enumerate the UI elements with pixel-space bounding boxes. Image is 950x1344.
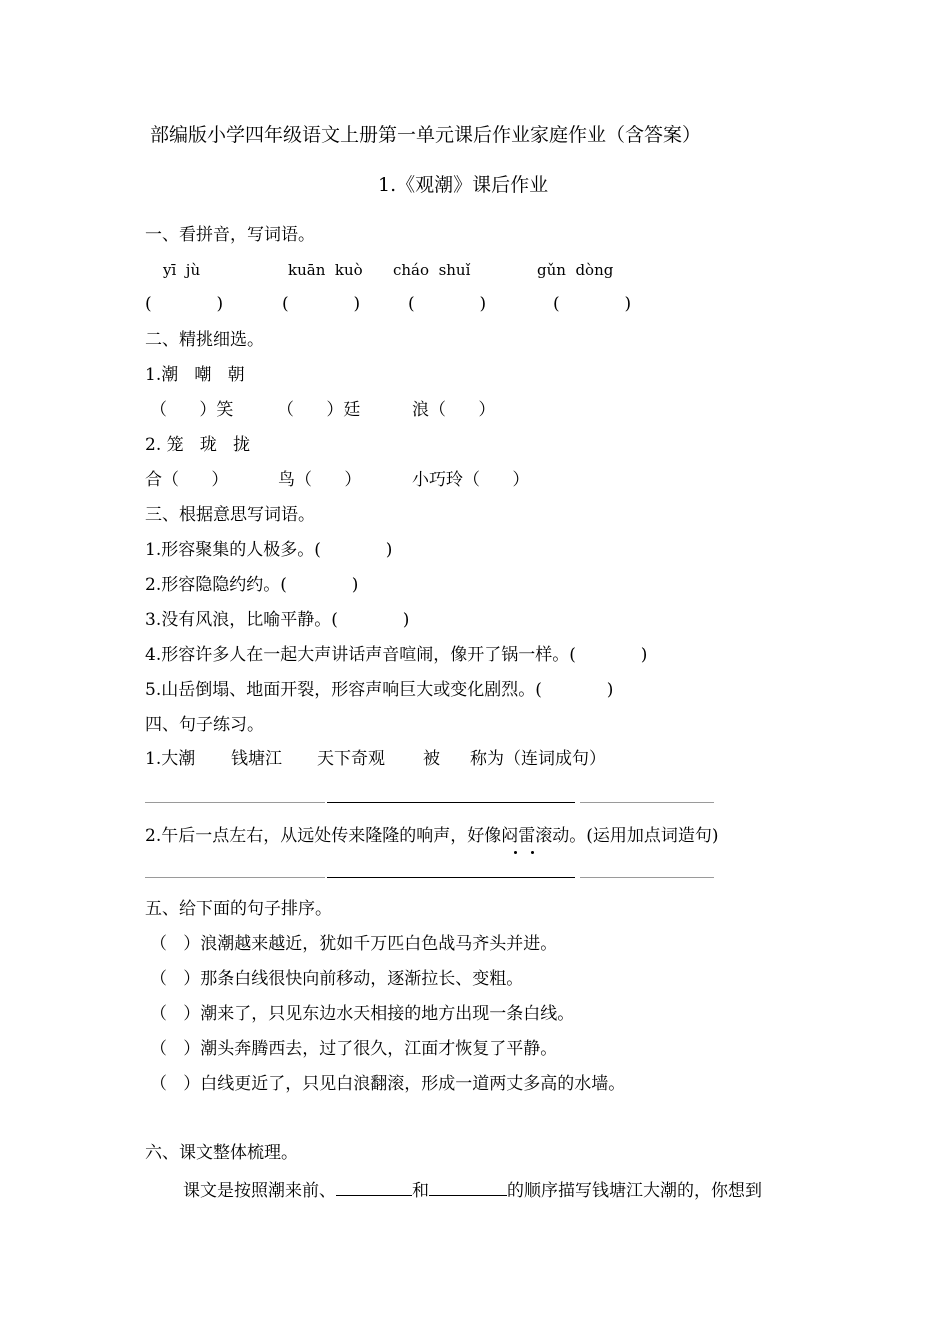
summary-text-c: 的顺序描写钱塘江大潮的，你想到 xyxy=(507,1181,762,1201)
answer-line-1-right[interactable] xyxy=(580,802,714,803)
answer-line-1-left[interactable] xyxy=(145,802,325,803)
meaning-item-2[interactable]: 2.形容隐隐约约。( ) xyxy=(145,575,359,595)
word-1: 1.大潮 xyxy=(145,749,196,769)
emphasis-dot-2 xyxy=(531,851,534,854)
q2-characters: 2. 笼 珑 拢 xyxy=(145,435,251,455)
pinyin-3: cháo shuǐ xyxy=(393,261,471,279)
section-2-heading: 二、精挑细选。 xyxy=(145,330,264,350)
section-4-heading: 四、句子练习。 xyxy=(145,715,264,735)
lesson-title: 1.《观潮》课后作业 xyxy=(378,174,549,196)
q1-characters: 1.潮 嘲 朝 xyxy=(145,365,245,385)
answer-line-2-middle[interactable] xyxy=(327,877,575,878)
emphasis-dot-1 xyxy=(514,851,517,854)
order-item-1[interactable]: （ ）浪潮越来越近，犹如千万匹白色战马齐头并进。 xyxy=(150,934,558,954)
answer-line-1-middle[interactable] xyxy=(327,802,575,803)
q2-option-2[interactable]: 鸟（ ） xyxy=(278,470,362,490)
summary-paragraph xyxy=(183,1180,762,1200)
answer-bracket-2[interactable]: ( ) xyxy=(282,294,361,314)
q2-option-1[interactable]: 合（ ） xyxy=(145,470,229,490)
summary-blank-1[interactable] xyxy=(336,1180,412,1196)
q1-option-3[interactable]: 浪（ ） xyxy=(412,400,496,420)
meaning-item-4[interactable]: 4.形容许多人在一起大声讲话声音喧闹，像开了锅一样。( ) xyxy=(145,645,648,665)
pinyin-2: kuān kuò xyxy=(288,261,363,279)
section-6-heading: 六、课文整体梳理。 xyxy=(145,1143,298,1163)
pinyin-1: yī jù xyxy=(163,261,201,279)
sentence-q2: 2.午后一点左右，从远处传来隆隆的响声，好像闷雷滚动。(运用加点词造句) xyxy=(145,826,719,846)
word-4: 被 xyxy=(423,749,440,769)
q1-option-1[interactable]: （ ）笑 xyxy=(150,400,234,420)
answer-line-2-right[interactable] xyxy=(580,877,714,878)
q1-option-2[interactable]: （ ）廷 xyxy=(277,400,361,420)
q2-option-3[interactable]: 小巧玲（ ） xyxy=(412,470,530,490)
order-item-5[interactable]: （ ）白线更近了，只见白浪翻滚，形成一道两丈多高的水墙。 xyxy=(150,1074,626,1094)
order-item-3[interactable]: （ ）潮来了，只见东边水天相接的地方出现一条白线。 xyxy=(150,1004,575,1024)
summary-blank-2[interactable] xyxy=(429,1180,507,1196)
document-title: 部编版小学四年级语文上册第一单元课后作业家庭作业（含答案） xyxy=(150,124,702,146)
summary-text-a: 课文是按照潮来前、 xyxy=(183,1181,336,1201)
summary-text-b: 和 xyxy=(412,1181,429,1201)
section-3-heading: 三、根据意思写词语。 xyxy=(145,505,315,525)
meaning-item-1[interactable]: 1.形容聚集的人极多。( ) xyxy=(145,540,393,560)
answer-bracket-4[interactable]: ( ) xyxy=(553,294,632,314)
pinyin-4: gǔn dòng xyxy=(537,261,614,279)
answer-bracket-3[interactable]: ( ) xyxy=(408,294,487,314)
word-5: 称为（连词成句） xyxy=(470,749,606,769)
order-item-2[interactable]: （ ）那条白线很快向前移动，逐渐拉长、变粗。 xyxy=(150,969,524,989)
word-3: 天下奇观 xyxy=(317,749,385,769)
order-item-4[interactable]: （ ）潮头奔腾西去，过了很久，江面才恢复了平静。 xyxy=(150,1039,558,1059)
answer-line-2-left[interactable] xyxy=(145,877,325,878)
meaning-item-3[interactable]: 3.没有风浪，比喻平静。( ) xyxy=(145,610,410,630)
word-2: 钱塘江 xyxy=(231,749,282,769)
section-5-heading: 五、给下面的句子排序。 xyxy=(145,899,332,919)
answer-bracket-1[interactable]: ( ) xyxy=(145,294,224,314)
section-1-heading: 一、看拼音，写词语。 xyxy=(145,225,315,245)
meaning-item-5[interactable]: 5.山岳倒塌、地面开裂，形容声响巨大或变化剧烈。( ) xyxy=(145,680,614,700)
